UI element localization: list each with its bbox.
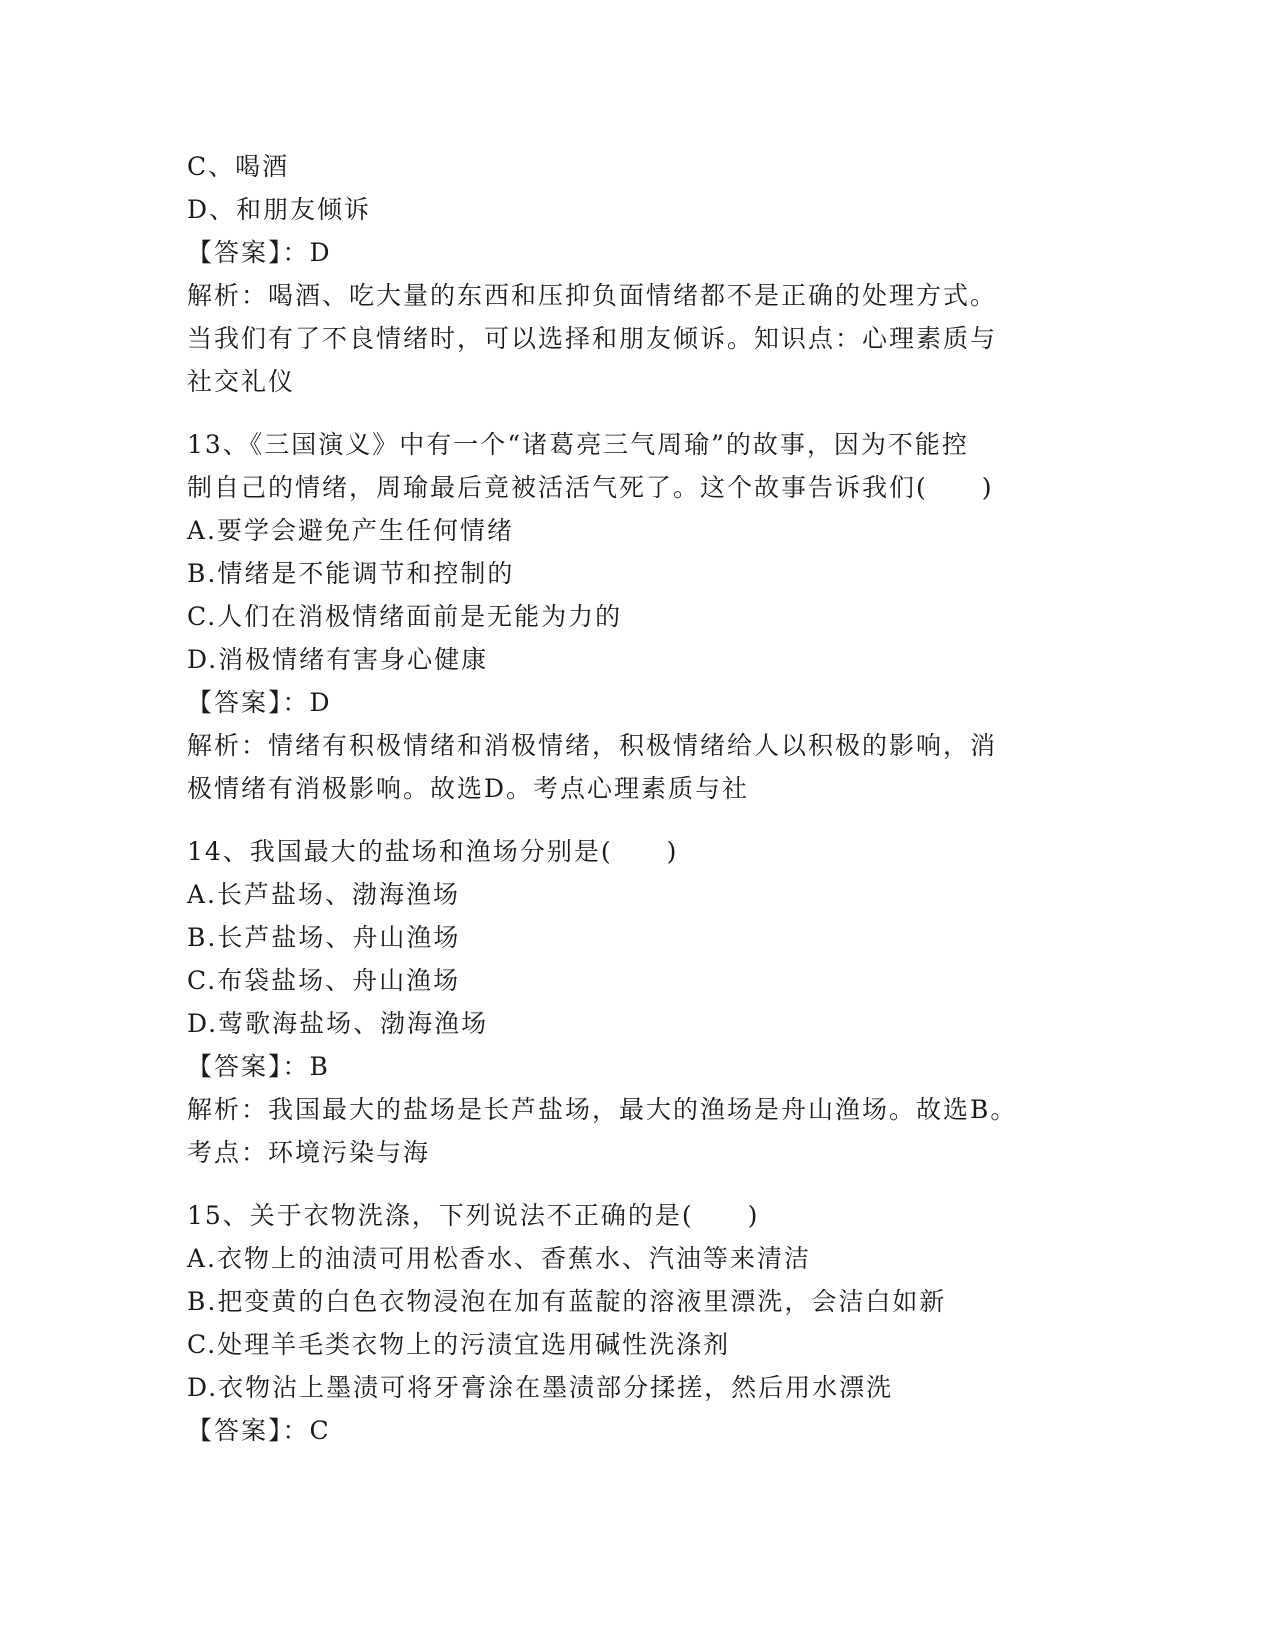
option-d: D.消极情绪有害身心健康 bbox=[187, 645, 489, 674]
question-13 bbox=[187, 423, 1077, 810]
answer: 【答案】：C bbox=[187, 1416, 331, 1445]
option-d: D.衣物沾上墨渍可将牙膏涂在墨渍部分揉搓，然后用水漂洗 bbox=[187, 1373, 894, 1402]
option-d: D.莺歌海盐场、渤海渔场 bbox=[187, 1009, 489, 1038]
option-b: B.情绪是不能调节和控制的 bbox=[187, 559, 515, 588]
option-b: B.长芦盐场、舟山渔场 bbox=[187, 923, 461, 952]
explanation-line: 解析：我国最大的盐场是长芦盐场，最大的渔场是舟山渔场。故选B。 bbox=[187, 1095, 1018, 1124]
spacer bbox=[187, 810, 1077, 830]
spacer bbox=[187, 1174, 1077, 1194]
question-12 bbox=[187, 145, 1077, 403]
question-stem: 15、关于衣物洗涤，下列说法不正确的是( ) bbox=[187, 1201, 760, 1230]
spacer bbox=[187, 403, 1077, 423]
option-c: C.处理羊毛类衣物上的污渍宜选用碱性洗涤剂 bbox=[187, 1330, 731, 1359]
option-a: A.长芦盐场、渤海渔场 bbox=[187, 880, 461, 909]
page-content bbox=[187, 145, 1077, 1452]
option-b: B.把变黄的白色衣物浸泡在加有蓝靛的溶液里漂洗，会洁白如新 bbox=[187, 1287, 947, 1316]
explanation-line: 考点：环境污染与海 bbox=[187, 1138, 431, 1167]
option-d: D、和朋友倾诉 bbox=[187, 195, 372, 224]
question-stem: 14、我国最大的盐场和渔场分别是( ) bbox=[187, 837, 679, 866]
explanation-line: 当我们有了不良情绪时，可以选择和朋友倾诉。知识点：心理素质与 bbox=[187, 324, 998, 353]
explanation-line: 社交礼仪 bbox=[187, 367, 296, 396]
question-stem: 13、《三国演义》中有一个“诸葛亮三气周瑜”的故事，因为不能控 bbox=[187, 430, 969, 459]
answer: 【答案】：B bbox=[187, 1052, 330, 1081]
explanation-line: 极情绪有消极影响。故选D。考点心理素质与社 bbox=[187, 774, 750, 803]
option-c: C、喝酒 bbox=[187, 152, 290, 181]
explanation-line: 解析：喝酒、吃大量的东西和压抑负面情绪都不是正确的处理方式。 bbox=[187, 281, 998, 310]
question-stem: 制自己的情绪，周瑜最后竟被活活气死了。这个故事告诉我们( ) bbox=[187, 473, 994, 502]
option-a: A.要学会避免产生任何情绪 bbox=[187, 516, 515, 545]
answer: 【答案】：D bbox=[187, 238, 332, 267]
question-15 bbox=[187, 1194, 1077, 1452]
question-14 bbox=[187, 830, 1077, 1174]
option-a: A.衣物上的油渍可用松香水、香蕉水、汽油等来清洁 bbox=[187, 1244, 812, 1273]
option-c: C.布袋盐场、舟山渔场 bbox=[187, 966, 461, 995]
explanation-line: 解析：情绪有积极情绪和消极情绪，积极情绪给人以积极的影响，消 bbox=[187, 731, 998, 760]
option-c: C.人们在消极情绪面前是无能为力的 bbox=[187, 602, 623, 631]
answer: 【答案】：D bbox=[187, 688, 332, 717]
